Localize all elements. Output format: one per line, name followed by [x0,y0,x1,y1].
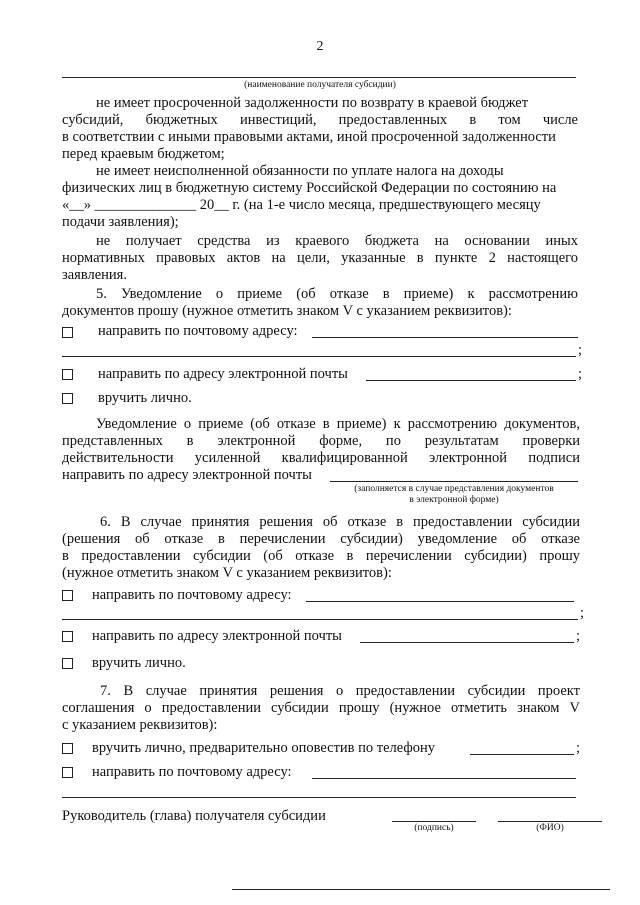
recipient-caption: (наименование получателя субсидии) [244,80,396,90]
no-other-funds-line-1: не получает средства из краевого бюджета на основании иных [96,233,578,249]
s6-postal-checkbox[interactable] [62,590,73,601]
s7-phone-semicolon: ; [576,740,581,756]
s6-postal-address-line-1[interactable] [306,601,574,602]
s6-email-semicolon: ; [576,628,581,644]
signature-label: Руководитель (глава) получателя субсидии [62,808,326,824]
s7-postal-address-line-1[interactable] [312,778,576,779]
section7-intro-line-2: соглашения о предоставлении субсидии прошу (нужное отметить знаком V [62,700,580,716]
s5-postal-label: направить по почтовому адресу: [98,323,298,339]
section5-intro-line-2: документов прошу (нужное отметить знаком V с указанием реквизитов): [62,303,512,319]
s5-postal-checkbox[interactable] [62,327,73,338]
s5-electronic-line-3: действительности усиленной квалифицированной электронной подписи [62,450,580,466]
s5-electronic-caption-2: в электронной форме) [409,495,499,505]
no-other-funds-line-2: нормативных правовых актов на цели, указанные в пункте 2 настоящего [62,250,578,266]
s5-electronic-caption-1: (заполняется в случае представления документов [354,484,554,494]
s6-postal-semicolon: ; [580,605,585,621]
no-unfulfilled-tax-line-4: подачи заявления); [62,214,179,230]
tax-date-line[interactable]: «__» ______________ 20__ г. (на 1-е число месяца, предшествующего месяцу [62,197,541,213]
footer-rule [232,889,610,890]
section7-intro-line-1: 7. В случае принятия решения о предоставлении субсидии проект [100,683,580,699]
s5-postal-semicolon: ; [578,342,583,358]
s6-postal-address-line-2[interactable] [62,619,578,620]
s5-in-person-label: вручить лично. [98,390,192,406]
s7-postal-label: направить по почтовому адресу: [92,764,292,780]
s6-email-checkbox[interactable] [62,631,73,642]
s7-in-person-phone-label: вручить лично, предварительно оповестив по телефону [92,740,436,756]
s6-email-input-line[interactable] [360,642,574,643]
no-overdue-debt-line-4: перед краевым бюджетом; [62,146,225,162]
s5-electronic-line-1: Уведомление о приеме (об отказе в приеме) к рассмотрению документов, [96,416,580,432]
no-other-funds-line-3: заявления. [62,267,127,283]
no-overdue-debt-line-2: субсидий, бюджетных инвестиций, предоставленных в том числе [62,112,578,128]
section6-intro-line-4: (нужное отметить знаком V с указанием реквизитов): [62,565,392,581]
section6-intro-line-3: в предоставлении субсидии (об отказе в перечислении субсидии) прошу [62,548,580,564]
section7-intro-line-3: с указанием реквизитов): [62,717,218,733]
full-name-line[interactable] [498,821,602,822]
s6-postal-label: направить по почтовому адресу: [92,587,292,603]
s5-postal-address-line-1[interactable] [312,337,578,338]
no-overdue-debt-line-1: не имеет просроченной задолженности по возврату в краевой бюджет [96,95,529,111]
s5-email-checkbox[interactable] [62,369,73,380]
page-number: 2 [316,39,324,54]
signature-line[interactable] [392,821,476,822]
full-name-caption: (ФИО) [536,823,564,833]
signature-caption: (подпись) [414,823,454,833]
section6-intro-line-2: (решения об отказе в перечислении субсидии) уведомление об отказе [62,531,580,547]
s5-email-input-line[interactable] [366,380,576,381]
s6-in-person-checkbox[interactable] [62,658,73,669]
s6-email-label: направить по адресу электронной почты [92,628,342,644]
s7-phone-input-line[interactable] [470,754,574,755]
s5-electronic-email-line[interactable] [330,481,578,482]
s5-email-semicolon: ; [578,366,583,382]
s5-electronic-line-4: направить по адресу электронной почты [62,467,312,483]
s6-in-person-label: вручить лично. [92,655,186,671]
section6-intro-line-1: 6. В случае принятия решения об отказе в предоставлении субсидии [100,514,580,530]
recipient-name-line[interactable] [62,77,576,78]
s7-postal-address-line-2[interactable] [62,797,576,798]
no-unfulfilled-tax-line-2: физических лиц в бюджетную систему Российской Федерации по состоянию на [62,180,557,196]
section5-intro-line-1: 5. Уведомление о приеме (об отказе в приеме) к рассмотрению [96,286,578,302]
s5-electronic-line-2: представленных в электронной форме, по результатам проверки [62,433,580,449]
s7-postal-checkbox[interactable] [62,767,73,778]
no-overdue-debt-line-3: в соответствии с иными правовыми актами, иной просроченной задолженности [62,129,556,145]
s5-postal-address-line-2[interactable] [62,356,576,357]
s5-email-label: направить по адресу электронной почты [98,366,348,382]
s7-in-person-phone-checkbox[interactable] [62,743,73,754]
s5-in-person-checkbox[interactable] [62,393,73,404]
no-unfulfilled-tax-line-1: не имеет неисполненной обязанности по уплате налога на доходы [96,163,504,179]
